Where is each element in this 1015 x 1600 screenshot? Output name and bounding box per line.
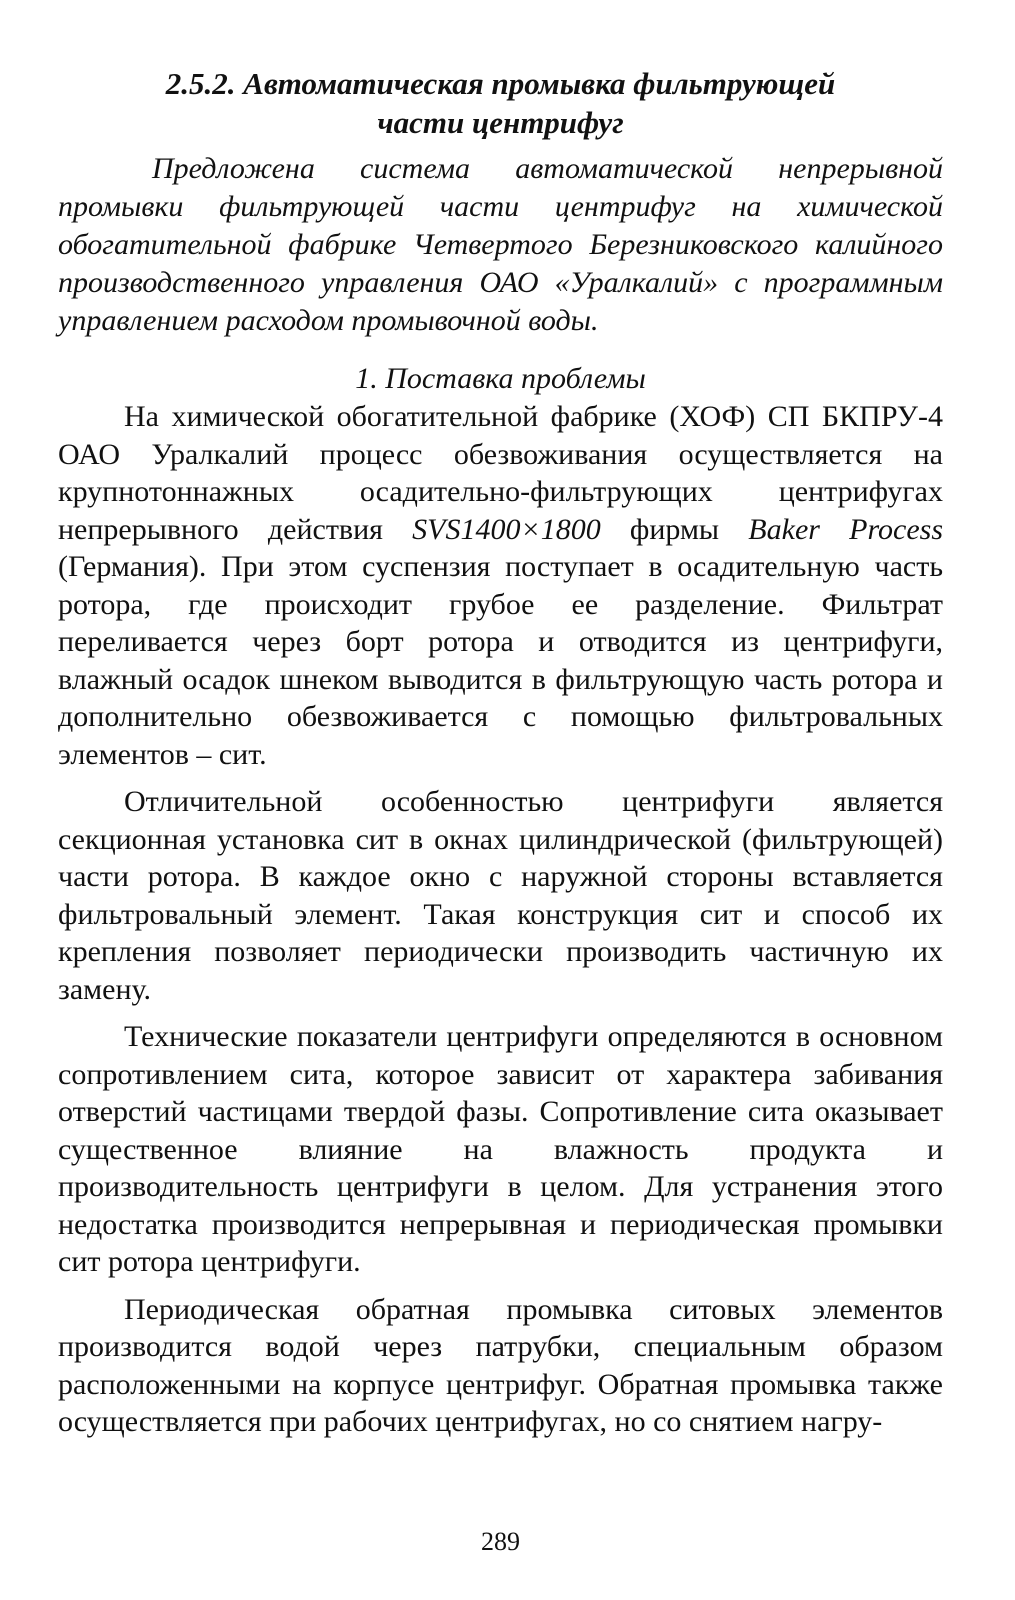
body-paragraph-1 — [58, 398, 943, 773]
abstract-paragraph: Предложена система автоматической непрерывной промывки фильтрующей части центрифуг на химической обогатительной фабрике Четвертого Березниковского калийного производственного управления ОАО «Уралкалий» с программным управлением расходом промывочной воды. — [58, 152, 943, 337]
body-paragraph-2: Отличительной особенностью центрифуги является секционная установка сит в окнах цилиндрической (фильтрующей) части ротора. В каждое окно с наружной стороны вставляется фильтровальный элемент. Такая конструкция сит и способ их крепления позволяет периодически производить частичную их замену. — [58, 785, 943, 1006]
section-title-line-2: части центрифуг — [377, 105, 624, 140]
section-title — [58, 64, 943, 142]
centrifuge-model: SVS1400×1800 — [412, 512, 601, 546]
document-page — [58, 64, 943, 1556]
page-number: 289 — [481, 1527, 520, 1556]
body-paragraph-3: Технические показатели центрифуги определяются в основном сопротивлением сита, которое зависит от характера забивания отверстий частицами твердой фазы. Сопротивление сита оказывает существенное влияние на влажность продукта и производительность центрифуги в целом. Для устранения этого недостатка производится непрерывная и периодическая промывки сит ротора центрифуги. — [58, 1020, 943, 1278]
body-paragraph-4: Периодическая обратная промывка ситовых элементов производится водой через патрубки, специальным образом расположенными на корпусе центрифуг. Обратная промывка также осуществляется при рабочих центрифугах, но со снятием нагру- — [58, 1292, 943, 1438]
section-title-line-1: 2.5.2. Автоматическая промывка фильтрующей — [165, 66, 836, 101]
paragraph-1-text-a: На химической обогатительной фабрике (ХОФ) СП БКПРУ-4 ОАО Уралкалий процесс обезвоживания осуществляется на крупнотоннажных осадительно-фильтрующих центрифугах непрерывного действия — [58, 400, 943, 546]
subsection-heading: 1. Поставка проблемы — [355, 362, 646, 395]
manufacturer-name: Baker Process — [748, 512, 943, 546]
paragraph-1-text-c: (Германия). При этом суспензия поступает в осадительную часть ротора, где происходит грубое ее разделение. Фильтрат переливается через борт ротора и отводится из центрифуги, влажный осадок шнеком выводится в фильтрующую часть ротора и дополнительно обезвоживается с помощью фильтровальных элементов – сит. — [58, 550, 943, 771]
paragraph-1-text-b: фирмы — [600, 512, 749, 546]
